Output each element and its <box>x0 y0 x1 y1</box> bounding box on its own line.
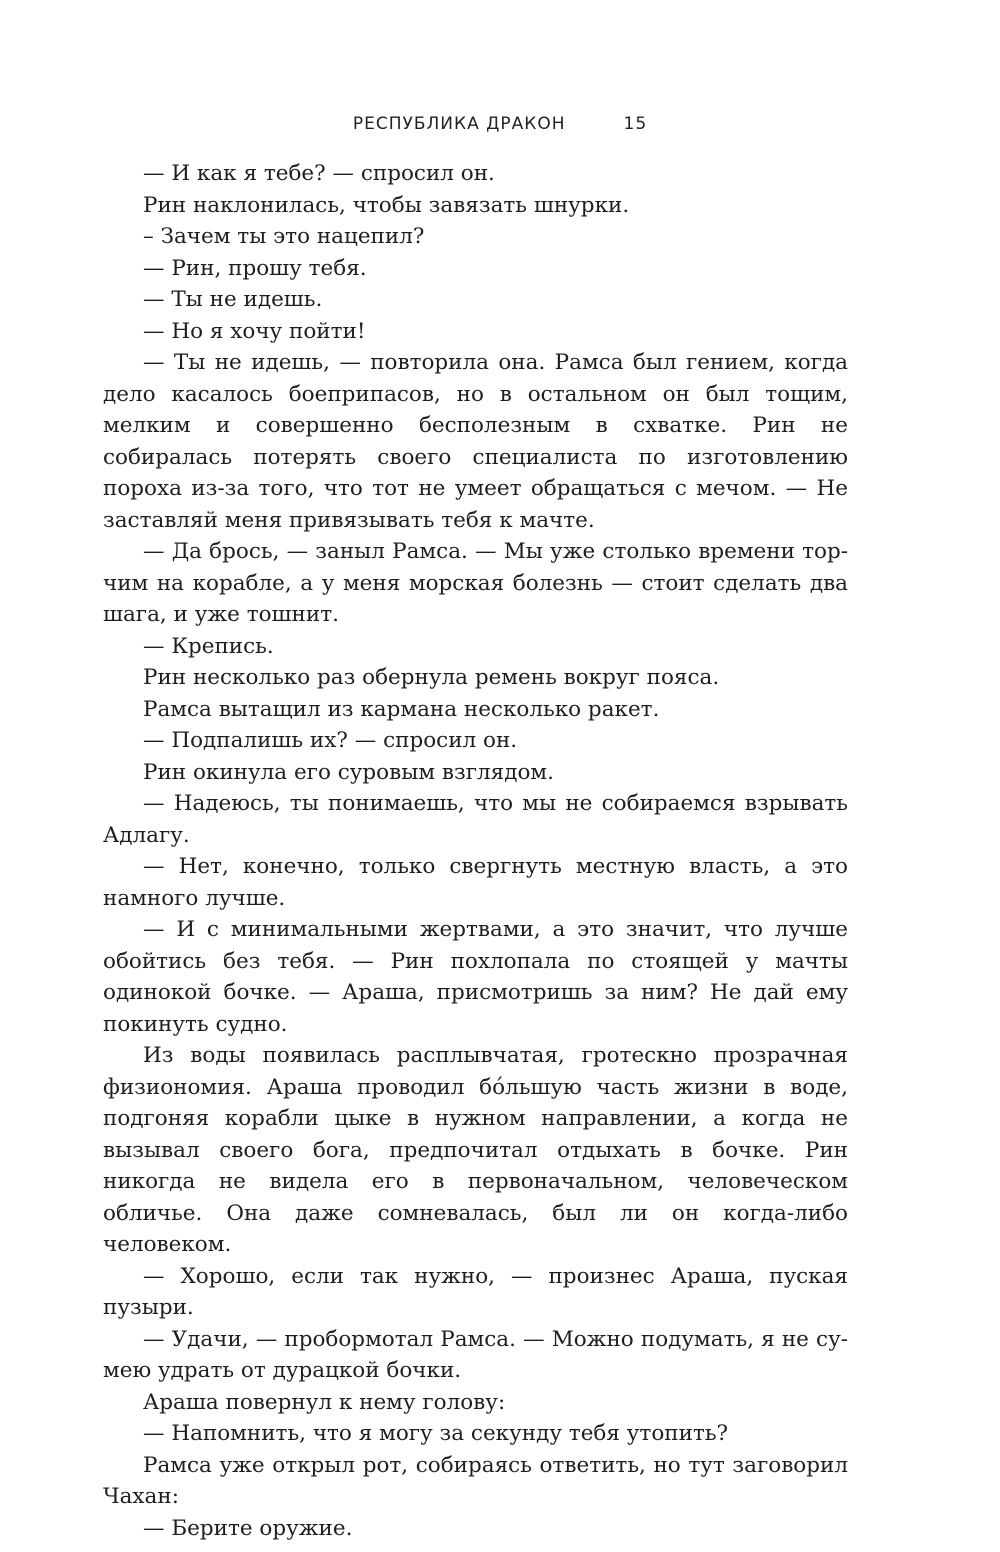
paragraph: — Нет, конечно, только свергнуть местную власть, а это намного лучше. <box>103 854 848 911</box>
paragraph: — Напомнить, что я могу за секунду тебя утопить? <box>143 1421 729 1446</box>
paragraph: — Надеюсь, ты понимаешь, что мы не собираемся взрывать Адлагу. <box>103 791 848 848</box>
paragraph: — Рин, прошу тебя. <box>143 255 367 281</box>
paragraph: Рин несколько раз обернула ремень вокруг пояса. <box>143 665 720 690</box>
paragraph: — Подпалишь их? — спросил он. <box>143 728 518 753</box>
paragraph: Рамса вытащил из кармана несколько ракет. <box>143 696 660 722</box>
paragraph: — Берите оружие. <box>143 1515 353 1541</box>
paragraph: — Ты не идешь. <box>143 287 323 312</box>
paragraph: — Крепись. <box>143 633 274 659</box>
paragraph: Рамса уже открыл рот, собираясь ответить, но тут заговорил Чахан: <box>103 1452 848 1509</box>
book-title: РЕСПУБЛИКА ДРАКОН <box>352 114 566 134</box>
paragraph: — И с минимальными жертвами, а это значит, что лучше обойтись без тебя. — Рин похлопала по стоящей у мачты одинокой бочке. — Араша, присмотришь за ним? Не дай ему покинуть судно. <box>103 917 848 1037</box>
paragraph: — Удачи, — пробормотал Рамса. — Можно подумать, я не сумею удрать от дурацкой бочки. <box>103 1326 848 1383</box>
page-number: 15 <box>623 114 648 134</box>
paragraph: – Зачем ты это нацепил? <box>143 224 425 249</box>
running-header <box>0 114 1000 134</box>
paragraph: Из воды появилась расплывчатая, гротескно прозрачная физиономия. Араша проводил бо́льшую часть жизни в воде, подгоняя корабли цыке в нужном направлении, а когда не вызывал своего бога, предпочитал отдыхать в бочке. Рин никогда не видела его в первоначальном, человеческом обличье. Она даже сомневалась, был ли он когда-либо человеком. <box>103 1043 848 1257</box>
paragraph: Араша повернул к нему голову: <box>143 1389 506 1415</box>
paragraph: — Да брось, — заныл Рамса. — Мы уже столько времени торчим на корабле, а у меня морская болезнь — стоит сделать два шага, и уже тошнит. <box>103 539 848 627</box>
body-text <box>103 158 848 1544</box>
paragraph: Рин окинула его суровым взглядом. <box>143 759 554 785</box>
paragraph: — Хорошо, если так нужно, — произнес Араша, пуская пузыри. <box>103 1263 848 1320</box>
paragraph: — И как я тебе? — спросил он. <box>143 161 495 186</box>
paragraph: Рин наклонилась, чтобы завязать шнурки. <box>143 192 630 218</box>
paragraph: — Но я хочу пойти! <box>143 318 366 344</box>
paragraph: — Ты не идешь, — повторила она. Рамса был гением, когда дело касалось боеприпасов, но в остальном он был тощим, мелким и совершенно бесполезным в схватке. Рин не собиралась потерять своего специалиста по изготовлению пороха из-за того, что тот не умеет обращаться с мечом. — Не заставляй меня привязывать тебя к мачте. <box>103 350 848 533</box>
